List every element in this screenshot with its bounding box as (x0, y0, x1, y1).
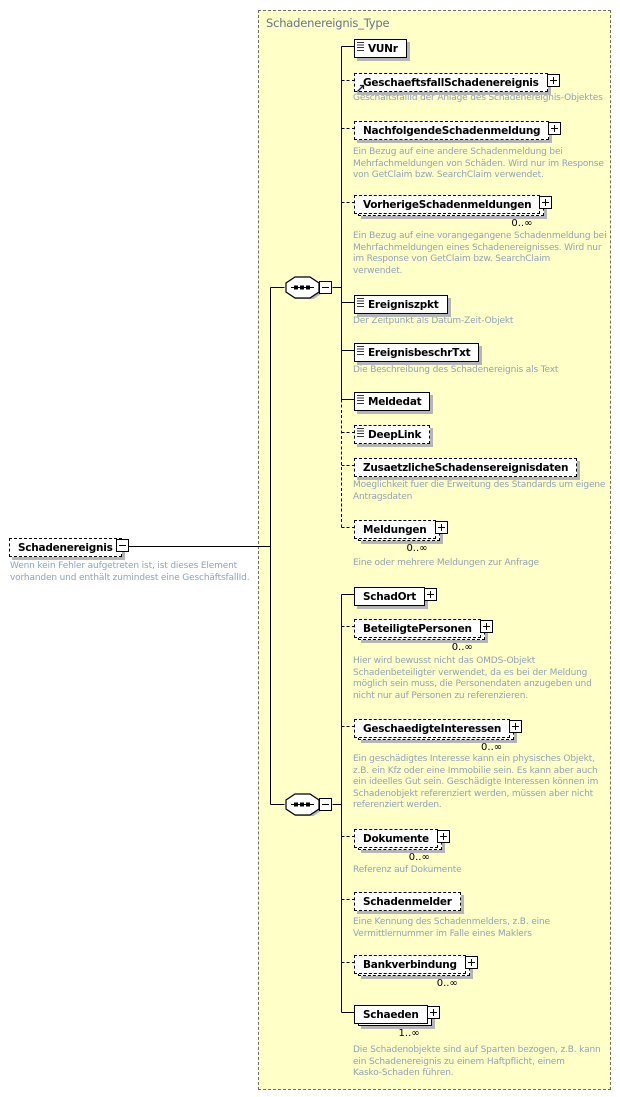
cardinality-label: 0..∞ (451, 642, 473, 653)
element-label: Dokumente (363, 833, 429, 845)
annotation-line: ein ideelles Gut sein. Geschädigte Interessen können im (353, 777, 599, 787)
element-meldungen[interactable] (354, 518, 436, 554)
element-box[interactable] (354, 955, 466, 974)
annotation-line: GeschäftsfallId der Anlage des Schadenereignis-Objektes (353, 93, 603, 103)
expand-plus-icon[interactable] (437, 830, 450, 843)
cardinality-label: 0..∞ (406, 543, 428, 554)
collapse-minus-icon[interactable] (116, 539, 129, 552)
annotation-line: Kasko-Schaden führen. (353, 1068, 454, 1078)
annotation-line: Ein geschädigtes Interesse kann ein physisches Objekt, (353, 754, 595, 764)
simple-content-icon (357, 298, 364, 307)
element-box[interactable] (354, 520, 436, 539)
element-geschaedigteinteressen[interactable] (354, 717, 510, 753)
reference-arrow-icon (356, 83, 366, 93)
element-box[interactable] (354, 343, 479, 362)
annotation (353, 316, 513, 328)
element-label: VorherigeSchadenmeldungen (363, 199, 532, 211)
element-box[interactable] (354, 121, 549, 140)
expand-plus-icon[interactable] (539, 196, 552, 209)
simple-content-icon (357, 395, 364, 404)
element-label: BeteiligtePersonen (363, 623, 472, 635)
element-label: Schadenereignis (18, 542, 113, 554)
simple-content-icon (357, 428, 364, 437)
element-label: Ereigniszpkt (368, 299, 439, 311)
element-box[interactable] (354, 587, 425, 606)
annotation-line: Vermittlernummer im Falle eines Maklers (353, 928, 532, 939)
expand-plus-icon[interactable] (480, 620, 493, 633)
element-label: SchadOrt (363, 591, 416, 603)
element-nachfolgendeschadenmeldung[interactable] (354, 119, 549, 138)
element-ereigniszpkt[interactable] (354, 293, 448, 312)
element-bankverbindung[interactable] (354, 953, 466, 989)
expand-plus-icon[interactable] (424, 588, 437, 601)
annotation (353, 917, 550, 940)
element-box[interactable] (354, 829, 438, 848)
annotation-line: Eine Kennung des Schadenmelders, z.B. eine (353, 917, 550, 927)
sequence-compositor[interactable] (283, 793, 334, 816)
annotation-line: z.B. ein Kfz oder eine Immobilie sein. Es kann aber auch (353, 765, 598, 776)
annotation (353, 480, 605, 503)
element-box[interactable] (354, 619, 481, 638)
element-box[interactable] (354, 295, 448, 314)
annotation-line: Schadenbeteiligter verwendet, da es bei der Meldung (353, 667, 588, 678)
element-geschaeftsfallschadenereignis[interactable] (354, 71, 548, 90)
annotation-line: Hier wird bewusst nicht das OMDS-Objekt (353, 656, 536, 666)
element-schaeden[interactable] (354, 1003, 428, 1039)
element-meldedat[interactable] (354, 390, 430, 409)
element-label: Schaeden (363, 1009, 419, 1021)
cardinality-label: 1..∞ (398, 1028, 420, 1039)
element-box[interactable] (354, 1005, 428, 1024)
cardinality-label: 0..∞ (511, 218, 533, 229)
element-label: EreignisbeschrTxt (368, 347, 471, 359)
expand-plus-icon[interactable] (435, 521, 448, 534)
annotation-line: Ein Bezug auf eine andere Schadenmeldung bei (353, 147, 563, 157)
annotation-line: von GetClaim bzw. SearchClaim verwendet. (353, 170, 544, 180)
annotation (353, 558, 539, 570)
annotation-line: Der Zeitpunkt als Datum-Zeit-Objekt (353, 316, 514, 326)
annotation-line: Wenn kein Fehler aufgetreten ist, ist dieses Element (10, 561, 238, 571)
element-vunr[interactable] (354, 37, 407, 56)
complex-type-title: Schadenereignis_Type (266, 16, 390, 30)
element-vorherigeschadenmeldungen[interactable] (354, 193, 540, 229)
expand-plus-icon[interactable] (509, 720, 522, 733)
annotation-line: ein Schadenereignis zu einem Haftpflicht, einem (353, 1056, 565, 1067)
annotation-line: vorhanden und enthält zumindest eine GeschäftsfallId. (10, 572, 250, 583)
expand-plus-icon[interactable] (547, 74, 560, 87)
element-box[interactable] (354, 392, 430, 411)
element-label: Bankverbindung (363, 959, 457, 971)
element-deeplink[interactable] (354, 423, 430, 442)
sequence-icon (283, 793, 321, 816)
element-label: GeschaeftsfallSchadenereignis (363, 77, 539, 89)
element-schadenmelder[interactable] (354, 890, 461, 909)
annotation-line: referenziert werden. (353, 800, 442, 810)
element-box[interactable] (354, 425, 430, 444)
element-label: Schadenmelder (363, 896, 452, 908)
element-label: NachfolgendeSchadenmeldung (363, 125, 541, 137)
annotation (353, 231, 606, 277)
sequence-compositor[interactable] (283, 276, 334, 299)
simple-content-icon (357, 346, 364, 355)
annotation (353, 754, 598, 812)
collapse-minus-icon[interactable] (319, 281, 332, 294)
element-schadenereignis[interactable] (9, 536, 122, 555)
annotation (353, 865, 462, 877)
element-box[interactable] (9, 538, 122, 557)
annotation-line: möglich sein muss, die Personendaten anzugeben und (353, 679, 592, 689)
element-box[interactable] (354, 73, 548, 92)
element-label: DeepLink (368, 429, 422, 441)
cardinality-label: 0..∞ (408, 852, 430, 863)
element-box[interactable] (354, 195, 540, 214)
element-beteiligtepersonen[interactable] (354, 617, 481, 653)
annotation-line: Die Beschreibung des Schadenereignis als Text (353, 365, 559, 375)
annotation-line: Eine oder mehrere Meldungen zur Anfrage (353, 558, 539, 568)
annotation (353, 365, 558, 377)
expand-plus-icon[interactable] (427, 1006, 440, 1019)
element-box[interactable] (354, 719, 510, 738)
annotation-line: Die Schadenobjekte sind auf Sparten bezogen, z.B. kann (353, 1045, 601, 1055)
annotation-line: Mehrfachmeldungen eines Schadenereignisses. Wird nur (353, 242, 602, 253)
annotation-line: Mehrfachmeldungen von Schäden. Wird nur im Response (353, 158, 604, 169)
annotation (353, 1045, 601, 1080)
element-schadort[interactable] (354, 585, 425, 604)
annotation-line: Antragsdaten (353, 491, 413, 502)
element-label: Meldungen (363, 524, 427, 536)
element-dokumente[interactable] (354, 827, 438, 863)
annotation (353, 656, 592, 702)
element-ereignisbeschrtxt[interactable] (354, 341, 479, 360)
sequence-icon (283, 276, 321, 299)
annotation (353, 147, 604, 182)
cardinality-label: 0..∞ (436, 978, 458, 989)
annotation-line: Referenz auf Dokumente (353, 865, 462, 875)
annotation (353, 93, 603, 105)
annotation-line: Schadenobjekt referenziert werden, müssen aber nicht (353, 788, 594, 799)
simple-content-icon (357, 42, 364, 51)
annotation-line: nicht nur auf Personen zu referenzieren. (353, 690, 528, 701)
expand-plus-icon[interactable] (465, 956, 478, 969)
element-box[interactable] (354, 39, 407, 58)
collapse-minus-icon[interactable] (319, 798, 332, 811)
element-label: VUNr (368, 43, 398, 55)
annotation-line: verwendet. (353, 265, 403, 276)
annotation (10, 561, 249, 584)
annotation-line: im Response von GetClaim bzw. SearchClaim (353, 254, 551, 264)
element-label: GeschaedigteInteressen (363, 723, 502, 735)
element-box[interactable] (354, 892, 461, 911)
cardinality-label: 0..∞ (481, 742, 503, 753)
element-box[interactable] (354, 458, 577, 477)
element-zusaetzlicheschadensereignisdaten[interactable] (354, 456, 577, 475)
annotation-line: Moeglichkeit fuer die Erweitung des Standards um eigene (353, 480, 606, 490)
element-label: Meldedat (368, 396, 422, 408)
element-label: ZusaetzlicheSchadensereignisdaten (363, 462, 569, 474)
annotation-line: Ein Bezug auf eine vorangegangene Schadenmeldung bei (353, 231, 607, 241)
expand-plus-icon[interactable] (548, 122, 561, 135)
